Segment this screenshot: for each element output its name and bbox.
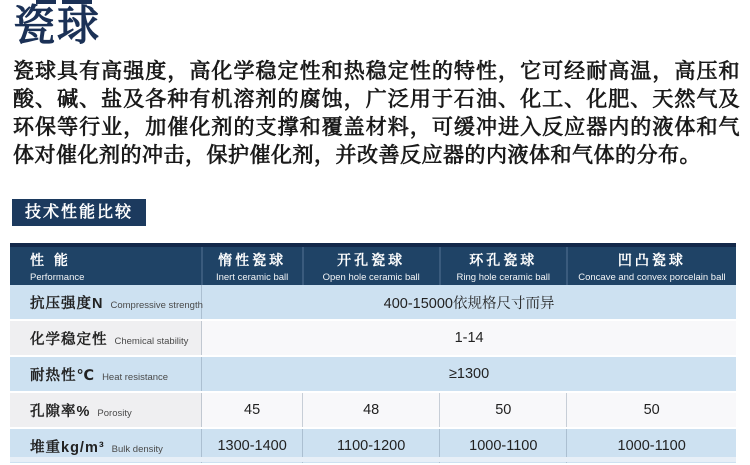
table-row-heat-resistance	[10, 356, 736, 392]
product-description: 瓷球具有高强度，高化学稳定性和热稳定性的特性，它可经耐高温，高压和酸、碱、盐及各种有机溶剂的腐蚀，广泛用于石油、化工、化肥、天然气及环保等行业，加催化剂的支撑和覆盖材料，可缓冲进入反应器内的液体和气体对催化剂的冲击，保护催化剂，并改善反应器的内液体和气体的分布。	[13, 60, 740, 167]
row-label: 化学稳定性 Chemical stability	[10, 320, 202, 356]
row-label: 抗压强度N Compressive strength	[10, 285, 202, 320]
column-header-performance: 性 能 Performance	[10, 247, 202, 285]
table-row-porosity	[10, 392, 736, 428]
row-value: 50	[567, 392, 736, 428]
column-header-ring-hole-ceramic-ball: 环孔瓷球 Ring hole ceramic ball	[440, 247, 567, 285]
row-value-span: ≥1300	[202, 356, 736, 392]
column-header-open-hole-ceramic-ball: 开孔瓷球 Open hole ceramic ball	[303, 247, 440, 285]
table-row-chemical-stability	[10, 320, 736, 356]
row-value: 1000-1100	[567, 428, 736, 464]
next-row-cropped-edge	[10, 457, 736, 462]
row-value: 45	[202, 392, 303, 428]
row-value: 50	[440, 392, 567, 428]
column-header-inert-ceramic-ball: 惰性瓷球 Inert ceramic ball	[202, 247, 303, 285]
row-value-span: 400-15000依规格尺寸而异	[202, 285, 736, 320]
page-title: 瓷球	[13, 2, 102, 49]
row-label: 耐热性℃ Heat resistance	[10, 356, 202, 392]
row-label: 孔隙率% Porosity	[10, 392, 202, 428]
row-label: 堆重kg/m³ Bulk density	[10, 428, 202, 464]
row-value: 1000-1100	[440, 428, 567, 464]
row-value: 1300-1400	[202, 428, 303, 464]
performance-table	[10, 243, 736, 465]
table-header-row	[10, 247, 736, 285]
row-value: 1100-1200	[303, 428, 440, 464]
section-heading: 技术性能比较	[12, 199, 146, 226]
table-row-compressive-strength	[10, 285, 736, 320]
row-value-span: 1-14	[202, 320, 736, 356]
column-header-concave-convex-ball: 凹凸瓷球 Concave and convex porcelain ball	[567, 247, 736, 285]
row-value: 48	[303, 392, 440, 428]
